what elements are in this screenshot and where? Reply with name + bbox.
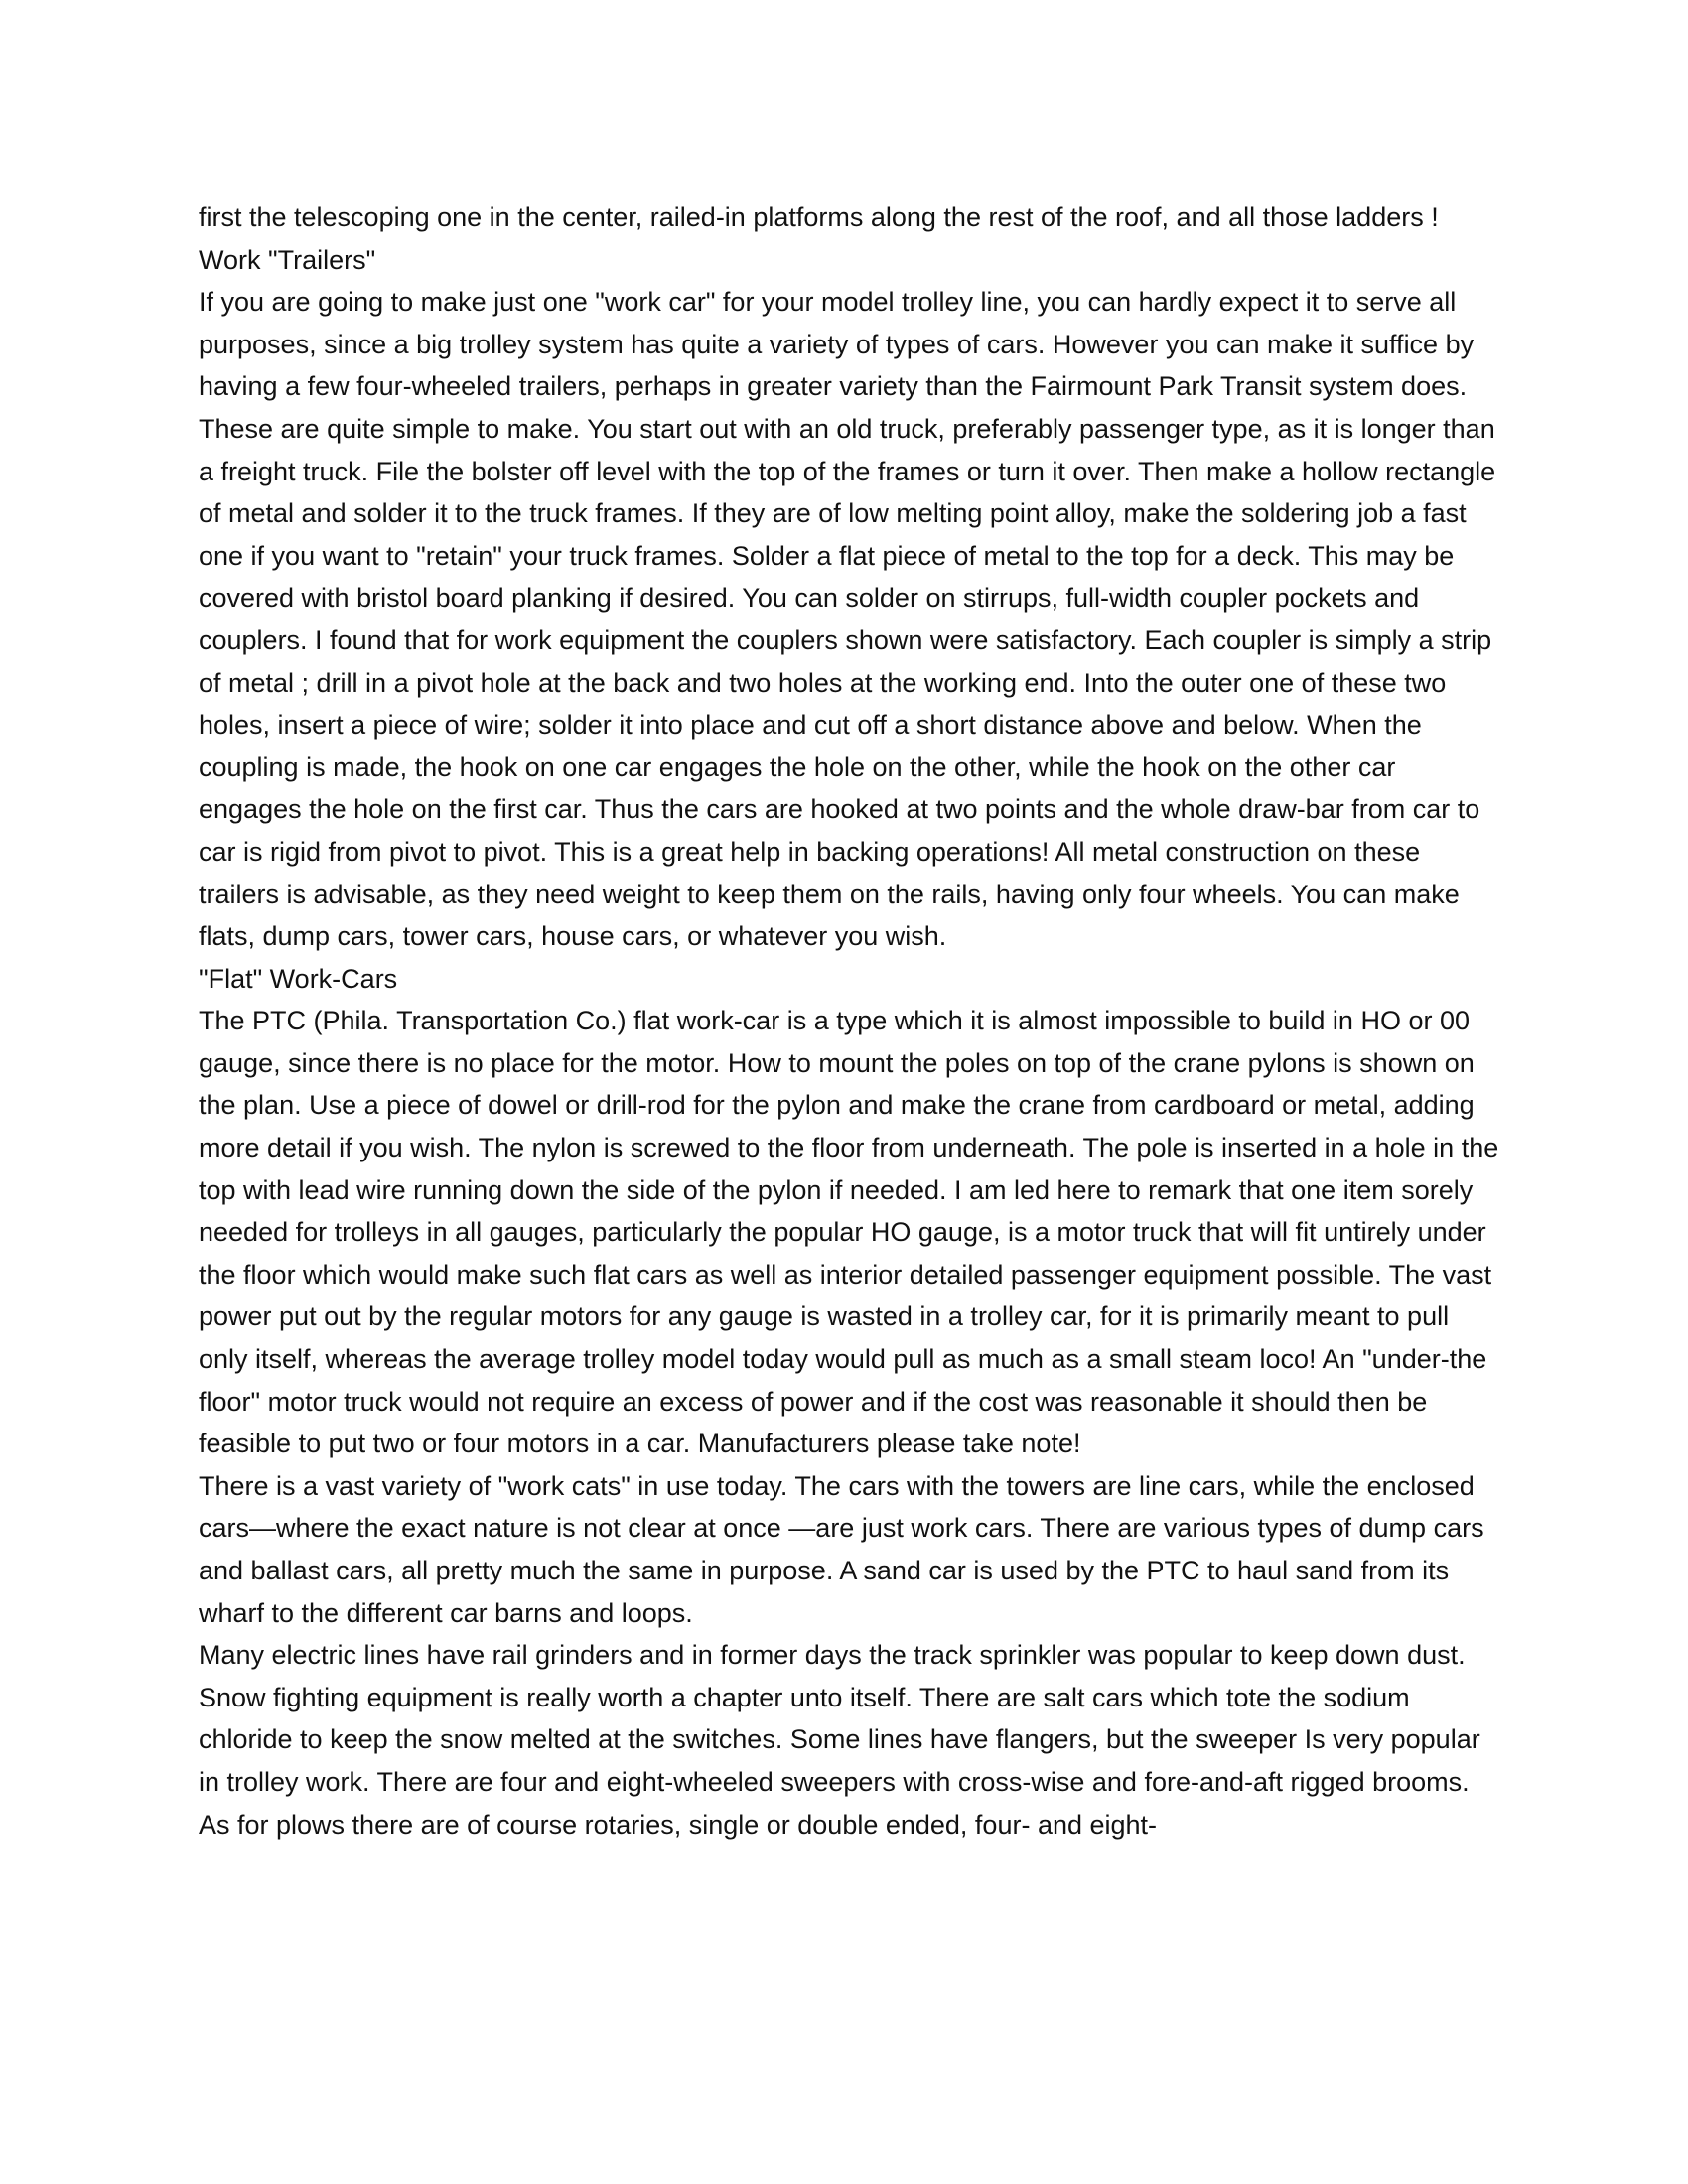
paragraph-work-cats: There is a vast variety of "work cats" in use today. The cars with the towers are line cars, while the enclosed cars—where the exact nature is not clear at once —are just work cars. There are various types of dump cars and ballast cars, all pretty much the same in purpose. A sand car is used by the PTC to haul sand from its wharf to the different car barns and loops. xyxy=(199,1470,1484,1628)
heading-work-trailers: Work "Trailers" xyxy=(199,244,376,275)
paragraph-work-trailers: If you are going to make just one "work car" for your model trolley line, you can hardly expect it to serve all purposes, since a big trolley system has quite a variety of types of cars. However you can make it suffice by having a few four-wheeled trailers, perhaps in greater variety than the Fairmount Park Transit system does. These are quite simple to make. You start out with an old truck, preferably passenger type, as it is longer than a freight truck. File the bolster off level with the top of the frames or turn it over. Then make a hollow rectangle of metal and solder it to the truck frames. If they are of low melting point alloy, make the soldering job a fast one if you want to "retain" your truck frames. Solder a flat piece of metal to the top for a deck. This may be covered with bristol board planking if desired. You can solder on stirrups, full-width coupler pockets and couplers. I found that for work equipment the couplers shown were satisfactory. Each coupler is simply a strip of metal ; drill in a pivot hole at the back and two holes at the working end. Into the outer one of these two holes, insert a piece of wire; solder it into place and cut off a short distance above and below. When the coupling is made, the hook on one car engages the hole on the other, while the hook on the other car engages the hole on the first car. Thus the cars are hooked at two points and the whole draw-bar from car to car is rigid from pivot to pivot. This is a great help in backing operations! All metal construction on these trailers is advisable, as they need weight to keep them on the rails, having only four wheels. You can make flats, dump cars, tower cars, house cars, or whatever you wish. xyxy=(199,287,1496,952)
paragraph-flat-work-cars: The PTC (Phila. Transportation Co.) flat work-car is a type which it is almost impossible to build in HO or 00 gauge, since there is no place for the motor. How to mount the poles on top of the crane pylons is shown on the plan. Use a piece of dowel or drill-rod for the pylon and make the crane from cardboard or metal, adding more detail if you wish. The nylon is screwed to the floor from underneath. The pole is inserted in a hole in the top with lead wire running down the side of the pylon if needed. I am led here to remark that one item sorely needed for trolleys in all gauges, particularly the popular HO gauge, is a motor truck that will fit untirely under the floor which would make such flat cars as well as interior detailed passenger equipment possible. The vast power put out by the regular motors for any gauge is wasted in a trolley car, for it is primarily meant to pull only itself, whereas the average trolley model today would pull as much as a small steam loco! An "under-the floor" motor truck would not require an excess of power and if the cost was reasonable it should then be feasible to put two or four motors in a car. Manufacturers please take note! xyxy=(199,1006,1499,1459)
document-page xyxy=(199,197,1499,1845)
heading-flat-work-cars: "Flat" Work-Cars xyxy=(199,963,398,994)
paragraph-continuation: first the telescoping one in the center, railed-in platforms along the rest of the roof, and all those ladders ! xyxy=(199,203,1439,232)
paragraph-rail-grinders: Many electric lines have rail grinders and in former days the track sprinkler was popular to keep down dust. Snow fighting equipment is really worth a chapter unto itself. There are salt cars which tote the sodium chloride to keep the snow melted at the switches. Some lines have flangers, but the sweeper Is very popular in trolley work. There are four and eight-wheeled sweepers with cross-wise and fore-and-aft rigged brooms. As for plows there are of course rotaries, single or double ended, four- and eight- xyxy=(199,1640,1480,1840)
